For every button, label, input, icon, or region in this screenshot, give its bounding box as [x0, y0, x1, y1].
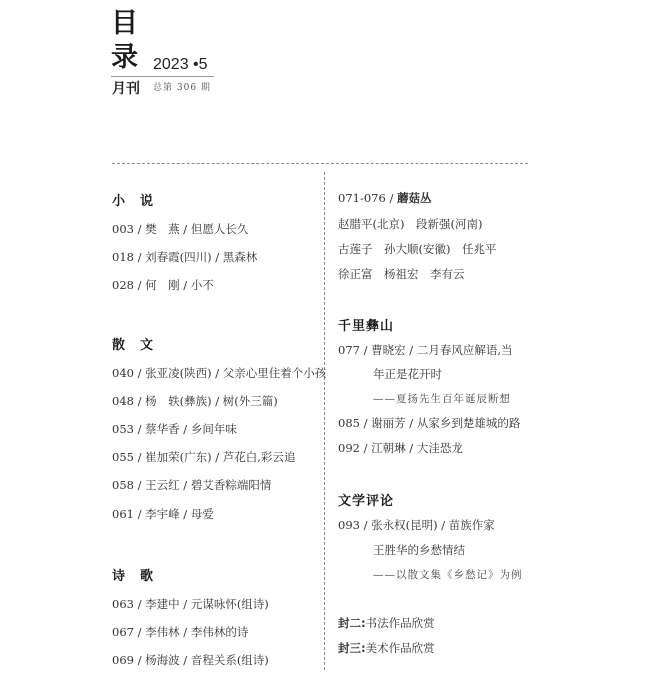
section-qianli: 千里彝山: [338, 319, 395, 334]
toc-entry: 063 / 李建中 / 元谋咏怀(组诗): [112, 597, 269, 611]
title-char-mu: 目: [111, 8, 138, 39]
mushroom-authors: 赵腊平(北京) 段新强(河南): [338, 217, 483, 231]
cover-text: 美术作品欣赏: [365, 641, 435, 655]
toc-entry: 028 / 何 刚 / 小不: [112, 278, 214, 292]
mushroom-authors: 徐正富 杨祖宏 李有云: [338, 267, 465, 281]
mushroom-header: [338, 190, 431, 206]
toc-entry: 040 / 张亚凌(陕西) / 父亲心里住着个小孩: [112, 366, 327, 380]
toc-entry-subtitle: ——夏扬先生百年诞辰断想: [373, 393, 511, 405]
toc-entry: 018 / 刘春霞(四川) / 黑森林: [112, 250, 258, 264]
section-critique: 文学评论: [338, 494, 395, 509]
cover-label: 封三:: [338, 641, 366, 655]
toc-entry: 055 / 崔加荣(广东) / 芦花白,彩云追: [112, 450, 296, 464]
title-char-lu: 录: [111, 42, 138, 73]
section-poetry: 诗 歌: [112, 569, 155, 584]
cover-three: [338, 640, 435, 656]
toc-entry: 077 / 曹晓宏 / 二月春风应解语,当: [338, 343, 513, 357]
section-fiction: 小 说: [112, 194, 155, 209]
toc-entry: 069 / 杨海波 / 音程关系(组诗): [112, 653, 269, 667]
mushroom-authors: 古莲子 孙大顺(安徽) 任兆平: [338, 242, 497, 256]
toc-entry: 092 / 江朝琳 / 大洼恐龙: [338, 441, 463, 455]
toc-entry: 058 / 王云红 / 碧艾香粽端阳情: [112, 478, 272, 492]
toc-entry: 053 / 蔡华香 / 乡间年味: [112, 422, 237, 436]
monthly-label: 月刊: [112, 81, 140, 97]
section-prose: 散 文: [112, 338, 155, 353]
toc-entry: 061 / 李宇峰 / 母爱: [112, 507, 214, 521]
issue-number: 2023 •5: [153, 56, 208, 73]
cover-label: 封二:: [338, 616, 366, 630]
mushroom-title: 蘑菇丛: [396, 191, 432, 205]
cover-text: 书法作品欣赏: [365, 616, 435, 630]
toc-entry: 067 / 李伟林 / 李伟林的诗: [112, 625, 249, 639]
toc-entry-subtitle: ——以散文集《乡愁记》为例: [373, 569, 523, 581]
toc-entry: 048 / 杨 轶(彝族) / 树(外三篇): [112, 394, 278, 408]
toc-entry-continued: 年正是花开时: [373, 367, 442, 381]
toc-entry: 003 / 樊 燕 / 但愿人长久: [112, 222, 249, 236]
mushroom-range: 071-076 /: [338, 191, 397, 205]
toc-entry-continued: 王胜华的乡愁情结: [373, 543, 465, 557]
masthead-rule: [111, 76, 214, 77]
toc-entry: 085 / 谢丽芳 / 从家乡到楚雄城的路: [338, 416, 521, 430]
column-divider: [324, 172, 325, 670]
total-issue: 总第 306 期: [153, 83, 211, 93]
cover-two: [338, 615, 435, 631]
top-divider: [112, 163, 528, 164]
toc-entry: 093 / 张永权(昆明) / 苗族作家: [338, 518, 495, 532]
